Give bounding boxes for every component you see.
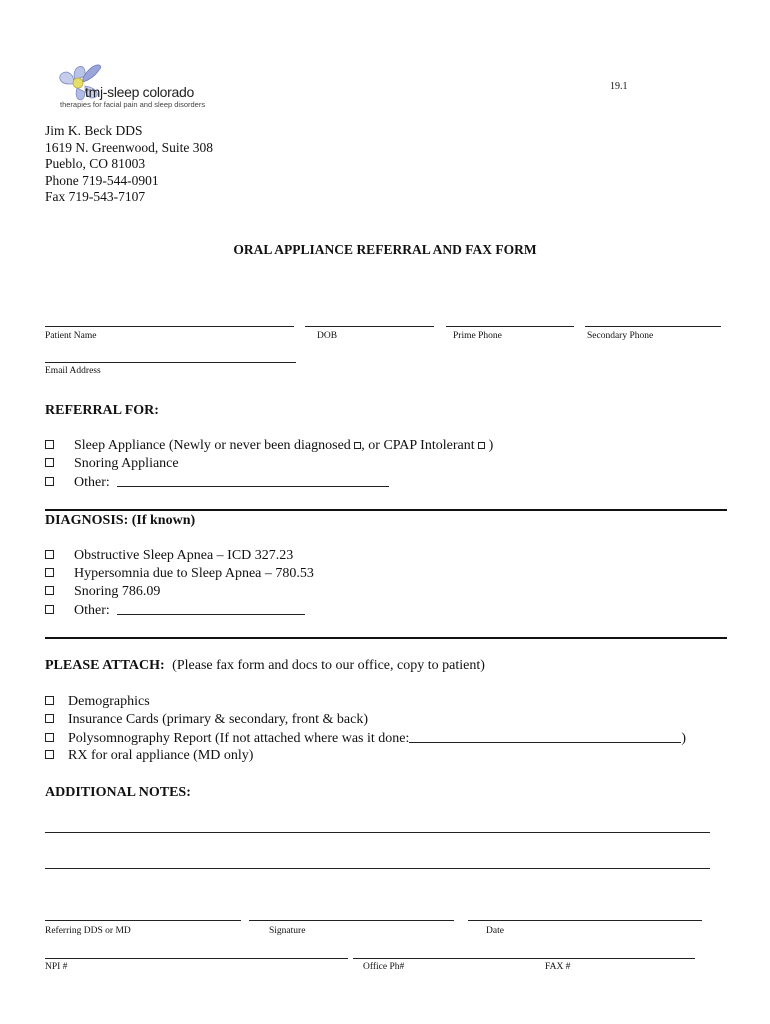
address-line: Jim K. Beck DDS (45, 123, 143, 138)
patient-name-field[interactable] (45, 326, 294, 327)
npi-label: NPI # (45, 962, 68, 972)
demographics-label: Demographics (68, 694, 150, 709)
address-line: 1619 N. Greenwood, Suite 308 (45, 139, 213, 155)
sleep-appliance-label: Sleep Appliance (Newly or never been diagnosed (74, 438, 351, 453)
email-field[interactable] (45, 362, 296, 363)
patient-name-label: Patient Name (45, 331, 97, 341)
diagnosis-other-checkbox[interactable] (45, 605, 54, 614)
rx-label: RX for oral appliance (MD only) (68, 748, 254, 763)
attach-heading: PLEASE ATTACH: (45, 658, 165, 673)
referring-provider-field[interactable] (45, 920, 241, 921)
diagnosis-other-label: Other: (74, 603, 110, 618)
logo-tagline: therapies for facial pain and sleep disorders (60, 100, 206, 109)
diagnosis-heading: DIAGNOSIS: (If known) (45, 513, 196, 528)
date-label: Date (486, 926, 504, 936)
sleep-appliance-checkbox[interactable] (45, 440, 54, 449)
insurance-cards-checkbox[interactable] (45, 714, 54, 723)
logo-name: tmj-sleep colorado (85, 84, 194, 100)
attach-heading-row (45, 658, 485, 674)
sleep-appliance-close: ) (485, 438, 494, 453)
psg-report-checkbox[interactable] (45, 733, 54, 742)
diagnosis-item (45, 566, 314, 582)
demographics-checkbox[interactable] (45, 696, 54, 705)
prime-phone-label: Prime Phone (453, 331, 502, 341)
referral-other (45, 474, 389, 491)
form-title: ORAL APPLIANCE REFERRAL AND FAX FORM (233, 242, 537, 257)
dob-label: DOB (317, 331, 338, 341)
referring-provider-label: Referring DDS or MD (45, 926, 131, 936)
secondary-phone-field[interactable] (585, 326, 721, 327)
psg-location-field[interactable] (409, 730, 681, 743)
referral-other-field[interactable] (117, 474, 389, 487)
office-phone-fax-field[interactable] (353, 958, 695, 959)
address-line: Fax 719-543-7107 (45, 189, 146, 205)
referral-other-checkbox[interactable] (45, 477, 54, 486)
diagnosis-other-field[interactable] (117, 602, 305, 615)
notes-line[interactable] (45, 832, 710, 833)
diagnosis-osa-label: Obstructive Sleep Apnea – ICD 327.23 (74, 548, 294, 563)
attach-note: (Please fax form and docs to our office, copy to patient) (172, 658, 485, 673)
psg-report-label: Polysomnography Report (If not attached where was it done: (68, 731, 410, 746)
form-version: 19.1 (610, 81, 628, 92)
snoring-appliance-checkbox[interactable] (45, 458, 54, 467)
address-line: Pueblo, CO 81003 (45, 156, 146, 172)
insurance-cards-label: Insurance Cards (primary & secondary, front & back) (68, 712, 368, 727)
attach-item (45, 730, 686, 747)
npi-field[interactable] (45, 958, 348, 959)
diagnosis-snoring-checkbox[interactable] (45, 586, 54, 595)
diagnosis-hypersomnia-label: Hypersomnia due to Sleep Apnea – 780.53 (74, 566, 314, 581)
diagnosis-osa-checkbox[interactable] (45, 550, 54, 559)
referral-snoring-appliance (45, 456, 179, 472)
diagnosis-item (45, 548, 293, 564)
dob-field[interactable] (305, 326, 434, 327)
section-divider (45, 509, 727, 511)
date-field[interactable] (468, 920, 702, 921)
diagnosis-hypersomnia-checkbox[interactable] (45, 568, 54, 577)
secondary-phone-label: Secondary Phone (587, 331, 654, 341)
notes-heading: ADDITIONAL NOTES: (45, 785, 191, 800)
signature-label: Signature (269, 926, 306, 936)
attach-item (45, 712, 368, 728)
address-line: Phone 719-544-0901 (45, 172, 159, 188)
fax-label: FAX # (545, 962, 571, 972)
email-label: Email Address (45, 366, 101, 376)
notes-line[interactable] (45, 868, 710, 869)
referral-other-label: Other: (74, 475, 110, 490)
signature-field[interactable] (249, 920, 454, 921)
office-address (45, 123, 213, 206)
snoring-appliance-label: Snoring Appliance (74, 456, 179, 471)
attach-item (45, 694, 150, 710)
section-divider (45, 637, 727, 639)
psg-close-paren: ) (681, 731, 687, 746)
referral-sleep-appliance (45, 438, 493, 454)
diagnosis-snoring-label: Snoring 786.09 (74, 584, 161, 599)
diagnosis-item (45, 584, 160, 600)
referral-heading: REFERRAL FOR: (45, 403, 159, 418)
rx-checkbox[interactable] (45, 750, 54, 759)
prime-phone-field[interactable] (446, 326, 574, 327)
attach-item (45, 748, 253, 764)
office-phone-label: Office Ph# (363, 962, 405, 972)
cpap-intolerant-label: , or CPAP Intolerant (361, 438, 475, 453)
diagnosis-other (45, 602, 305, 619)
